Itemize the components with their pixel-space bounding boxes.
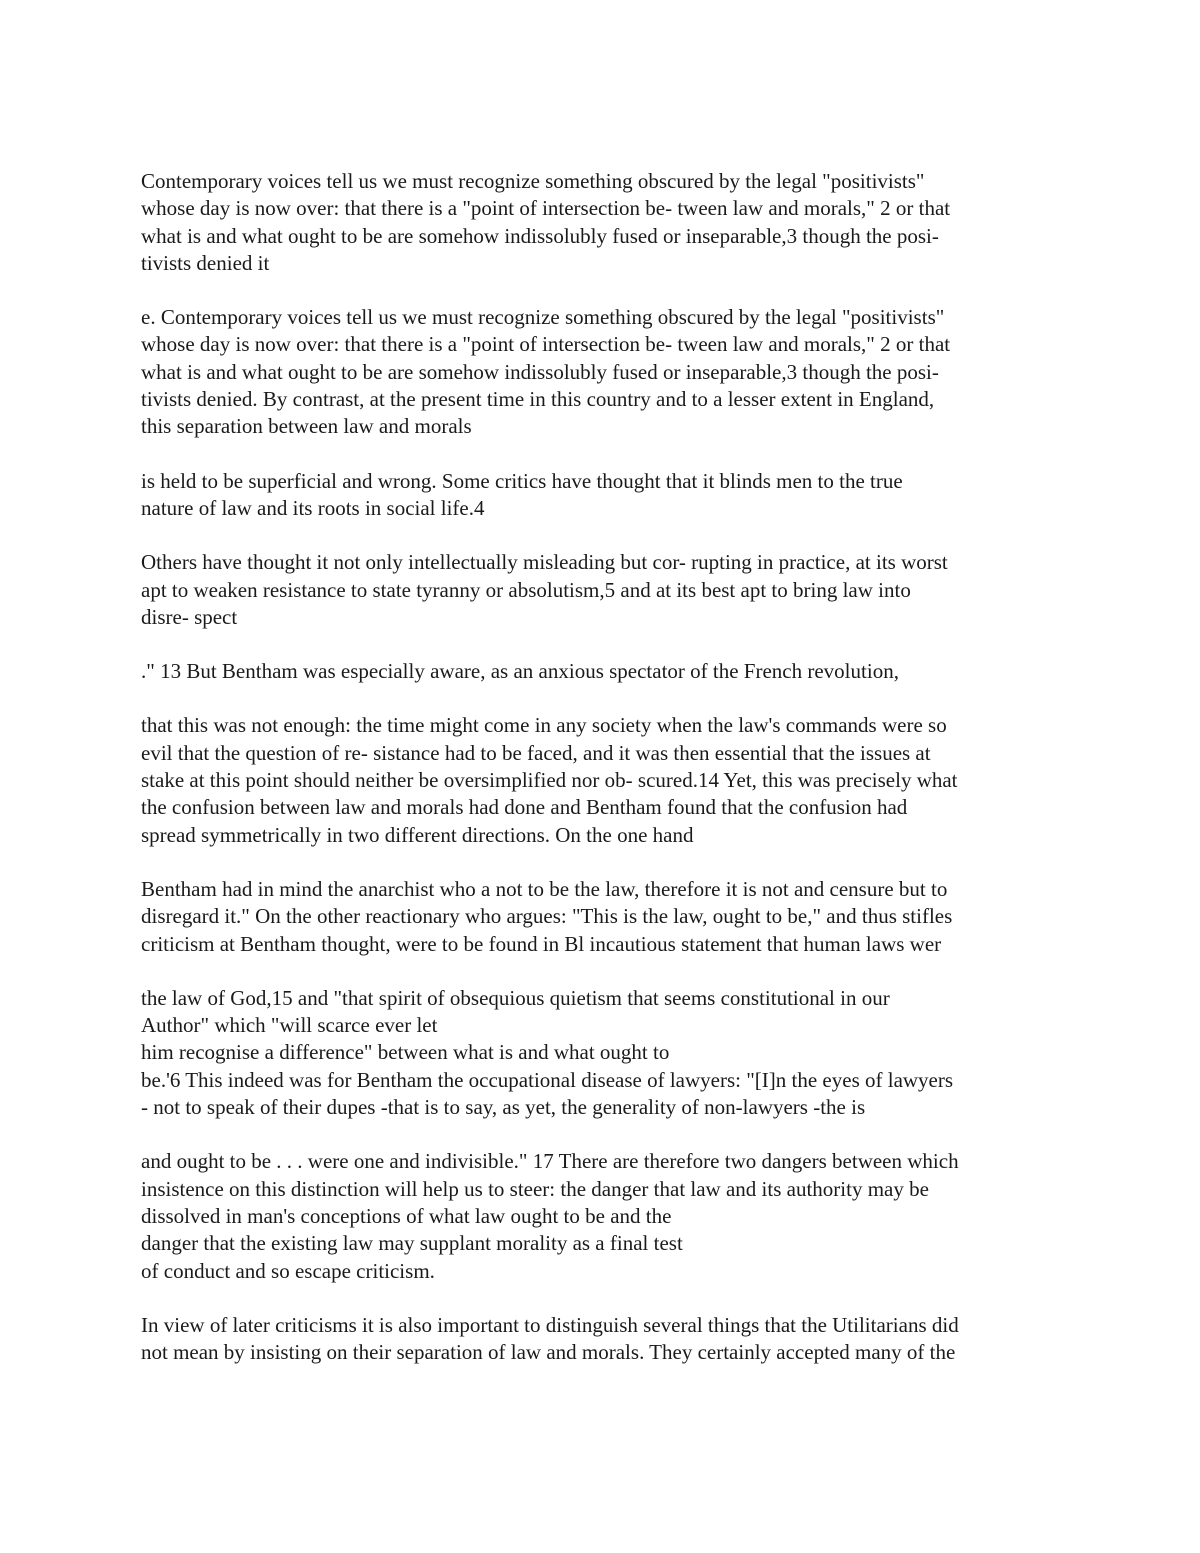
text-line: tivists denied it <box>141 250 270 275</box>
text-line: what is and what ought to be are somehow indissolubly fused or inseparable,3 though the posi- <box>141 359 939 384</box>
paragraph-gap <box>141 849 1071 876</box>
text-line: the confusion between law and morals had done and Bentham found that the confusion had <box>141 795 908 820</box>
text-line: Bentham had in mind the anarchist who a not to be the law, therefore it is not and censure but to <box>141 876 948 901</box>
paragraph-gap <box>141 522 1071 549</box>
text-line: Author" which "will scarce ever let <box>141 1013 438 1038</box>
paragraph-gap <box>141 441 1071 468</box>
text-line: be.'6 This indeed was for Bentham the occupational disease of lawyers: "[I]n the eyes of lawyers <box>141 1067 954 1092</box>
paragraph <box>141 304 1071 440</box>
text-line: of conduct and so escape criticism. <box>141 1258 435 1283</box>
paragraph <box>141 1148 1071 1284</box>
text-line: stake at this point should neither be oversimplified nor ob- scured.14 Yet, this was precisely what <box>141 768 958 793</box>
text-line: him recognise a difference" between what is and what ought to <box>141 1040 670 1065</box>
paragraph-gap <box>141 277 1071 304</box>
text-line: whose day is now over: that there is a "point of intersection be- tween law and morals," 2 or that <box>141 332 951 357</box>
text-line: danger that the existing law may supplant morality as a final test <box>141 1231 683 1256</box>
paragraph <box>141 712 1071 848</box>
text-line: dissolved in man's conceptions of what law ought to be and the <box>141 1203 672 1228</box>
text-line: Contemporary voices tell us we must recognize something obscured by the legal "positivists" <box>141 169 925 193</box>
text-line: - not to speak of their dupes -that is to say, as yet, the generality of non-lawyers -the is <box>141 1095 866 1120</box>
text-line: tivists denied. By contrast, at the present time in this country and to a lesser extent in England, <box>141 387 935 412</box>
text-line: ." 13 But Bentham was especially aware, as an anxious spectator of the French revolution, <box>141 659 899 684</box>
text-line: spread symmetrically in two different directions. On the one hand <box>141 822 694 847</box>
text-line: that this was not enough: the time might come in any society when the law's commands were so <box>141 713 947 738</box>
document-page <box>141 168 1071 1366</box>
text-line: disre- spect <box>141 604 238 629</box>
paragraph-gap <box>141 1121 1071 1148</box>
document-body <box>141 168 1071 1366</box>
paragraph <box>141 468 1071 523</box>
paragraph-gap <box>141 685 1071 712</box>
text-line: nature of law and its roots in social life.4 <box>141 495 485 520</box>
paragraph <box>141 549 1071 631</box>
text-line: e. Contemporary voices tell us we must recognize something obscured by the legal "positivists" <box>141 305 945 330</box>
text-line: Others have thought it not only intellectually misleading but cor- rupting in practice, at its worst <box>141 550 948 575</box>
text-line: In view of later criticisms it is also important to distinguish several things that the Utilitarians did <box>141 1312 959 1337</box>
text-line: the law of God,15 and "that spirit of obsequious quietism that seems constitutional in our <box>141 985 890 1010</box>
paragraph-gap <box>141 958 1071 985</box>
text-line: this separation between law and morals <box>141 414 472 439</box>
paragraph <box>141 985 1071 1121</box>
text-line: what is and what ought to be are somehow indissolubly fused or inseparable,3 though the posi- <box>141 223 939 248</box>
text-line: and ought to be . . . were one and indivisible." 17 There are therefore two dangers between which <box>141 1149 959 1174</box>
text-line: is held to be superficial and wrong. Some critics have thought that it blinds men to the true <box>141 468 903 493</box>
text-line: evil that the question of re- sistance had to be faced, and it was then essential that the issues at <box>141 740 931 765</box>
paragraph <box>141 876 1071 958</box>
text-line: apt to weaken resistance to state tyranny or absolutism,5 and at its best apt to bring law into <box>141 577 911 602</box>
text-line: criticism at Bentham thought, were to be found in Bl incautious statement that human laws wer <box>141 931 942 956</box>
paragraph <box>141 168 1071 277</box>
paragraph-gap <box>141 1285 1071 1312</box>
text-line: disregard it." On the other reactionary who argues: "This is the law, ought to be," and thus stifles <box>141 904 953 929</box>
text-line: whose day is now over: that there is a "point of intersection be- tween law and morals," 2 or that <box>141 196 951 221</box>
paragraph-gap <box>141 631 1071 658</box>
text-line: not mean by insisting on their separation of law and morals. They certainly accepted many of the <box>141 1340 956 1365</box>
text-line: insistence on this distinction will help us to steer: the danger that law and its authority may be <box>141 1176 929 1201</box>
paragraph <box>141 1312 1071 1367</box>
paragraph <box>141 658 1071 685</box>
